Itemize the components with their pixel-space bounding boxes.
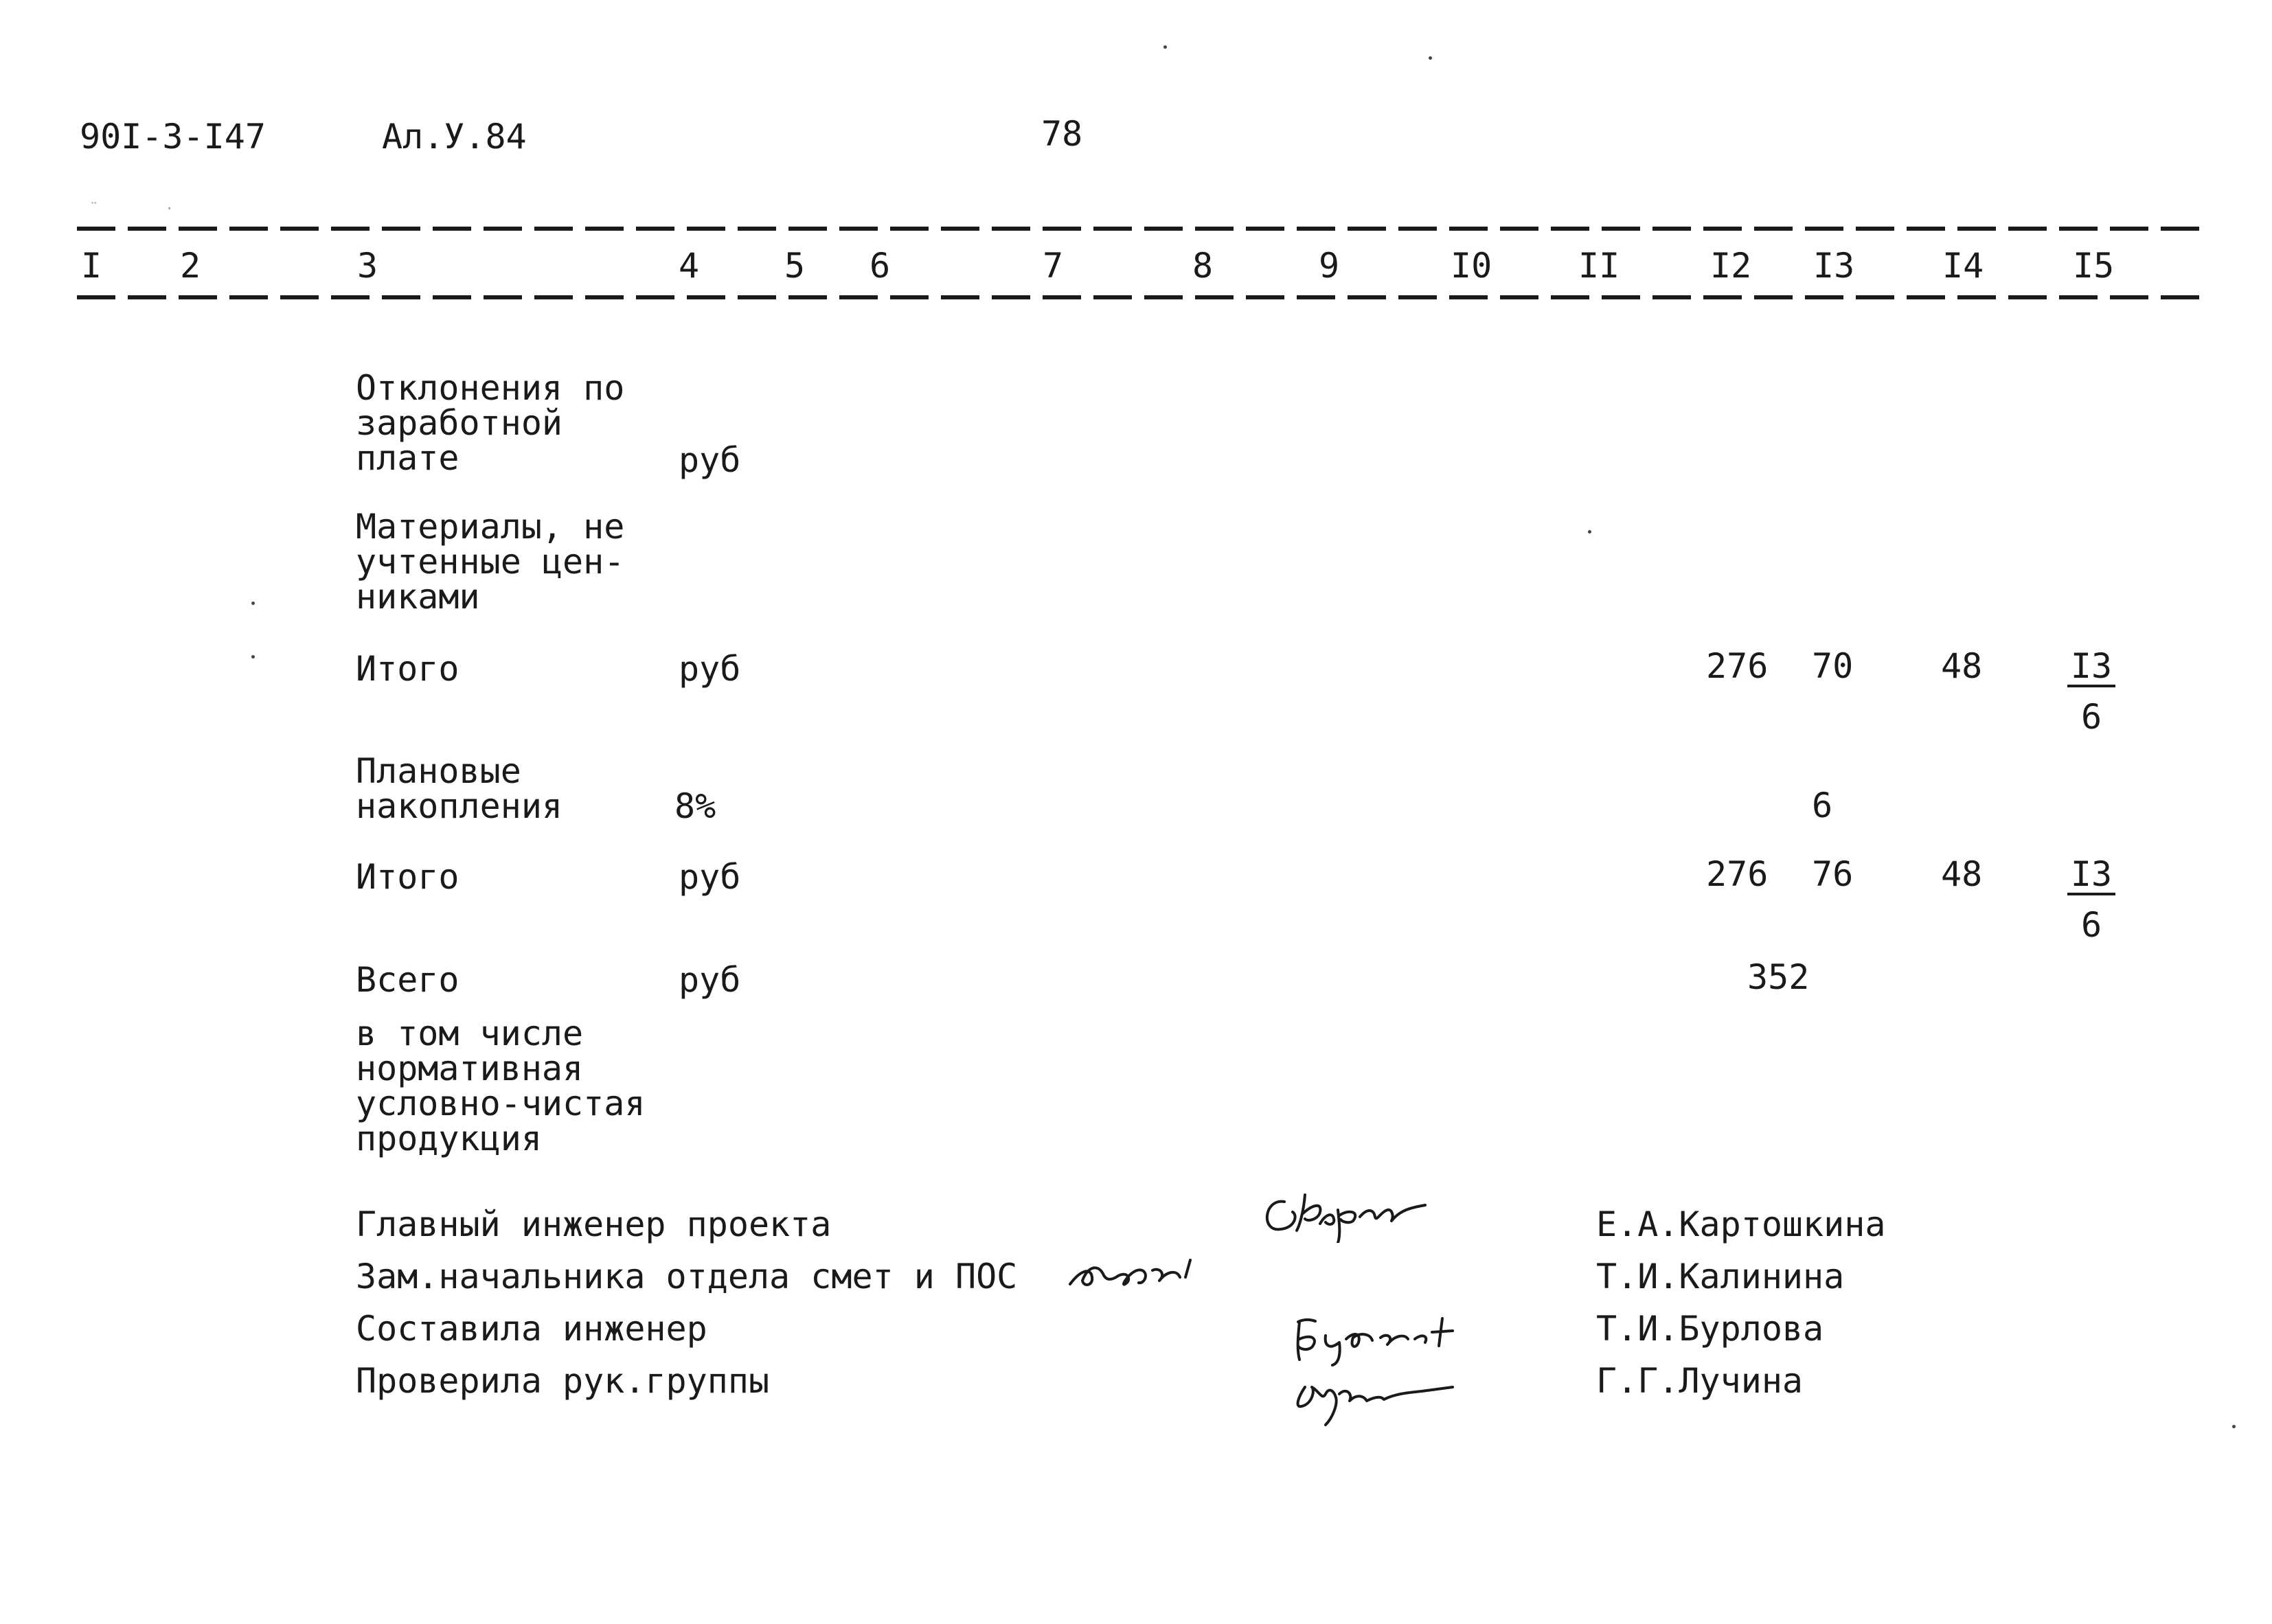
cell-col14: 48 (1941, 646, 1983, 686)
signer-role: Составила инженер (356, 1309, 707, 1349)
faint-mark: ¨ (89, 201, 99, 218)
col-header-14: I4 (1942, 246, 1984, 286)
col-header-13: I3 (1813, 246, 1855, 286)
row-name: Всего (356, 960, 459, 1000)
col-header-7: 7 (1043, 246, 1064, 286)
handwritten-signature (1284, 1366, 1470, 1428)
document-code: 90I-3-I47 (80, 117, 266, 157)
handwritten-signature (1257, 1181, 1442, 1243)
signer-role: Зам.начальника отдела смет и ПОС (356, 1257, 1018, 1296)
col-header-2: 2 (180, 246, 201, 286)
cell-col15-fraction (2067, 854, 2115, 945)
handwritten-signature (1063, 1250, 1207, 1298)
row-unit: руб (679, 960, 741, 1000)
row-name: Плановые накопления (356, 751, 563, 826)
col-header-3: 3 (357, 246, 378, 286)
fraction-denominator: 6 (2080, 905, 2102, 945)
cell-col12: 276 (1706, 646, 1769, 686)
cell-col15-fraction (2067, 646, 2115, 737)
row-unit: руб (679, 857, 741, 897)
fraction-numerator: I3 (2067, 649, 2115, 687)
cell-col13: 6 (1812, 786, 1833, 825)
fraction-numerator: I3 (2067, 857, 2115, 895)
scan-speck (1429, 56, 1432, 60)
signer-name: Т.И.Бурлова (1596, 1309, 1824, 1349)
col-header-12: I2 (1710, 246, 1752, 286)
col-header-1: I (81, 246, 102, 286)
row-unit: руб (679, 649, 741, 689)
page-number: 78 (1041, 114, 1083, 154)
col-header-9: 9 (1319, 246, 1340, 286)
col-header-6: 6 (870, 246, 891, 286)
header-rule-top (77, 227, 2206, 231)
row-name: Итого (356, 649, 459, 689)
scan-speck (1588, 530, 1591, 534)
row-name: в том числе нормативная условно-чистая продукция (356, 1014, 646, 1158)
scan-speck (1163, 45, 1167, 49)
signer-name: Т.И.Калинина (1596, 1257, 1845, 1296)
handwritten-signature (1284, 1305, 1470, 1366)
cell-col13: 70 (1812, 646, 1854, 686)
row-unit: руб (679, 440, 741, 480)
col-header-11: II (1578, 246, 1620, 286)
signer-role: Проверила рук.группы (356, 1361, 770, 1401)
cell-col13: 76 (1812, 854, 1854, 894)
signer-name: Г.Г.Лучина (1596, 1361, 1804, 1401)
row-name: Материалы, не учтенные цен- никами (356, 507, 625, 617)
fraction-denominator: 6 (2080, 697, 2102, 737)
signer-name: Е.А.Картошкина (1596, 1204, 1886, 1244)
col-header-5: 5 (784, 246, 806, 286)
scan-speck (251, 602, 255, 605)
scan-speck (251, 655, 255, 659)
col-header-10: I0 (1451, 246, 1492, 286)
row-name: Итого (356, 857, 459, 897)
col-header-15: I5 (2073, 246, 2115, 286)
signer-role: Главный инженер проекта (356, 1204, 832, 1244)
scan-speck (2232, 1425, 2236, 1428)
col-header-4: 4 (679, 246, 700, 286)
album-number: Ал.У.84 (382, 117, 527, 157)
col-header-8: 8 (1192, 246, 1214, 286)
cell-col12: 276 (1706, 854, 1769, 894)
cell-total: 352 (1747, 957, 1810, 997)
header-rule-bottom (77, 295, 2206, 299)
cell-col14: 48 (1941, 854, 1983, 894)
row-name: Отклонения по заработной плате (356, 368, 625, 478)
faint-mark: · (165, 201, 174, 218)
row-unit: 8% (674, 786, 716, 826)
